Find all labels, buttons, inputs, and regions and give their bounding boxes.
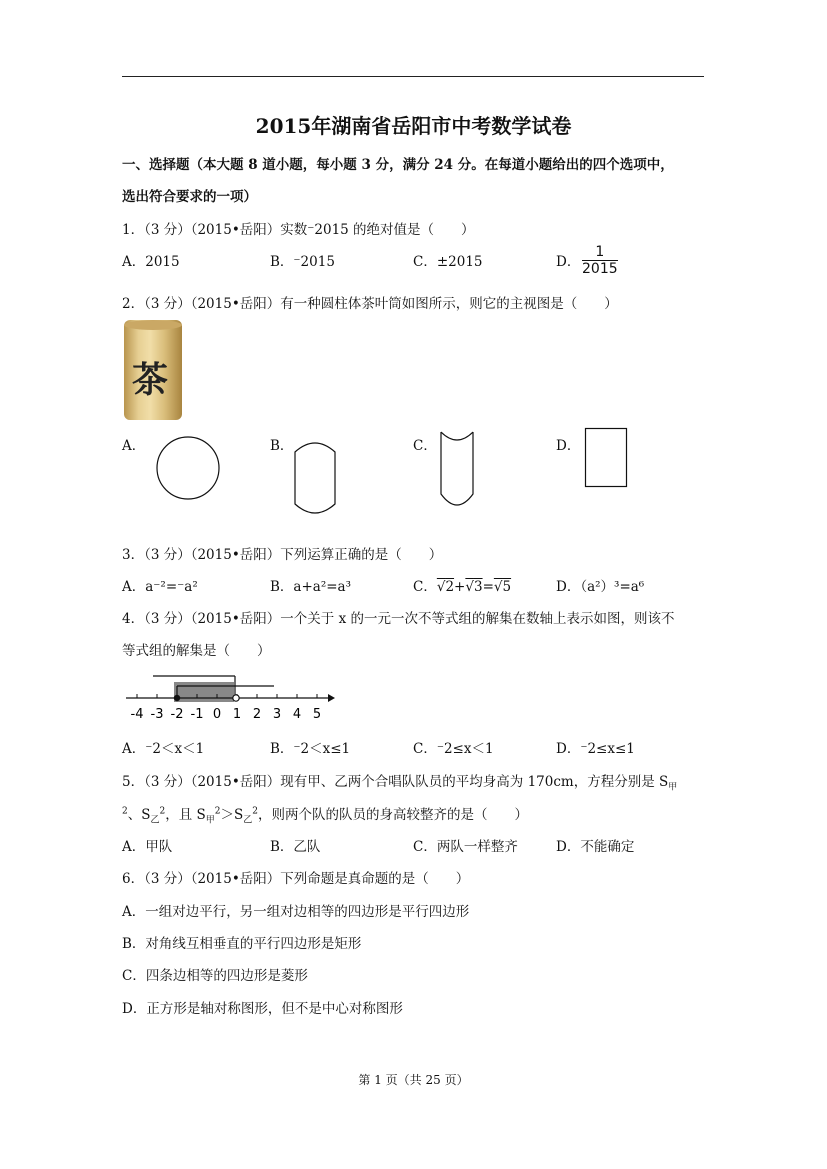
q5-s: 、S bbox=[127, 807, 151, 823]
number-line-tick-label: 2 bbox=[252, 707, 262, 722]
q6-option-a: A．一组对边平行，另一组对边相等的四边形是平行四边形 bbox=[122, 904, 470, 920]
q3-option-a-label: A． bbox=[122, 579, 146, 595]
q5-option-b: B．乙队 bbox=[270, 839, 321, 855]
sqrt-2: 2 bbox=[445, 579, 455, 595]
number-line-shade bbox=[174, 682, 234, 702]
q4-option-b: B．⁻2＜x≤1 bbox=[270, 741, 351, 757]
sup-2: 2 bbox=[214, 806, 221, 817]
tea-canister-rim bbox=[124, 320, 182, 330]
open-dot bbox=[233, 695, 239, 701]
q3-option-d: D．（a²）³=a⁶ bbox=[556, 579, 645, 595]
q3-option-c-label: C． bbox=[413, 579, 437, 595]
fraction-denominator: 2015 bbox=[582, 261, 618, 277]
q5-option-a: A．甲队 bbox=[122, 839, 173, 855]
q5-gt: ＞S bbox=[220, 807, 244, 823]
q2-figure-rectangle bbox=[584, 427, 630, 489]
q3-stem: 3．（3 分）（2015•岳阳）下列运算正确的是（ ） bbox=[122, 547, 443, 563]
number-line-tick-label: -4 bbox=[130, 707, 144, 722]
q1-option-d-fraction bbox=[582, 244, 618, 277]
q2-option-c: C． bbox=[413, 438, 437, 454]
page-title: 2015年湖南省岳阳市中考数学试卷 bbox=[255, 114, 572, 138]
number-line-tick-label: -3 bbox=[150, 707, 164, 722]
q6-option-c: C．四条边相等的四边形是菱形 bbox=[122, 968, 308, 984]
q5-option-c: C．两队一样整齐 bbox=[413, 839, 518, 855]
q2-option-b: B． bbox=[270, 438, 294, 454]
tea-character: 茶 bbox=[132, 359, 169, 401]
section-heading-line1: 一、选择题（本大题 8 道小题，每小题 3 分，满分 24 分。在每道小题给出的四个选项中， bbox=[122, 157, 674, 173]
number-line-figure bbox=[122, 668, 342, 726]
q5-stem-text: 5．（3 分）（2015•岳阳）现有甲、乙两个合唱队队员的平均身高为 170cm，方程分别是 S bbox=[122, 774, 669, 790]
q3-option-b: B．a+a²=a³ bbox=[270, 579, 352, 595]
closed-dot bbox=[174, 695, 180, 701]
sup-2: 2 bbox=[122, 806, 128, 817]
sqrt-5: 5 bbox=[502, 579, 512, 595]
q2-option-d: D． bbox=[556, 438, 581, 454]
fraction-numerator: 1 bbox=[582, 244, 618, 261]
number-line-tick-label: 5 bbox=[312, 707, 322, 722]
sub-yi: 乙 bbox=[150, 815, 160, 826]
q1-stem: 1．（3 分）（2015•岳阳）实数⁻2015 的绝对值是（ ） bbox=[122, 222, 475, 238]
q5-stem-line1 bbox=[122, 770, 678, 793]
sub-yi: 乙 bbox=[243, 815, 253, 826]
number-line-tick-label: 0 bbox=[212, 707, 222, 722]
section-heading-line2: 选出符合要求的一项） bbox=[122, 189, 257, 205]
number-line-tick-label: 4 bbox=[292, 707, 302, 722]
page-footer: 第 1 页（共 25 页） bbox=[358, 1073, 469, 1087]
tea-canister-image bbox=[124, 320, 182, 420]
q6-option-b: B．对角线互相垂直的平行四边形是矩形 bbox=[122, 936, 362, 952]
q3-option-c: C．√2+√3=√5 bbox=[413, 579, 512, 595]
q5-stem-line2 bbox=[122, 803, 529, 826]
q5-tail: ，则两个队的队员的身高较整齐的是（ ） bbox=[258, 807, 529, 823]
q2-figure-u-shape bbox=[434, 430, 480, 516]
q4-option-a: A．⁻2＜x＜1 bbox=[122, 741, 205, 757]
number-line-tick-label: -2 bbox=[170, 707, 184, 722]
q6-stem: 6．（3 分）（2015•岳阳）下列命题是真命题的是（ ） bbox=[122, 871, 470, 887]
sub-jia: 甲 bbox=[668, 782, 678, 793]
q3-option-a bbox=[122, 575, 198, 595]
q5-option-d: D．不能确定 bbox=[556, 839, 635, 855]
q2-figure-capsule bbox=[290, 430, 340, 526]
q1-option-b: B．⁻2015 bbox=[270, 254, 335, 270]
q1-option-c: C．±2015 bbox=[413, 254, 483, 270]
q1-option-d-label: D． bbox=[556, 254, 581, 270]
q6-option-d: D．正方形是轴对称图形，但不是中心对称图形 bbox=[122, 1001, 403, 1017]
q2-option-a: A． bbox=[122, 438, 146, 454]
sup-2: 2 bbox=[159, 806, 166, 817]
sup-2: 2 bbox=[252, 806, 259, 817]
sub-jia: 甲 bbox=[205, 815, 215, 826]
q2-figure-circle bbox=[150, 436, 230, 502]
q1-option-a: A．2015 bbox=[122, 254, 180, 270]
q4-stem-line2: 等式组的解集是（ ） bbox=[122, 643, 271, 659]
number-line-tick-label: -1 bbox=[190, 707, 204, 722]
number-line-tick-label: 3 bbox=[272, 707, 282, 722]
sqrt-3: 3 bbox=[473, 579, 483, 595]
q4-option-d: D．⁻2≤x≤1 bbox=[556, 741, 635, 757]
q4-stem-line1: 4．（3 分）（2015•岳阳）一个关于 x 的一元一次不等式组的解集在数轴上表示如图，则该不 bbox=[122, 611, 675, 627]
q5-mid: ，且 S bbox=[165, 807, 206, 823]
q2-stem: 2．（3 分）（2015•岳阳）有一种圆柱体茶叶筒如图所示，则它的主视图是（ ） bbox=[122, 296, 618, 312]
number-line-tick-label: 1 bbox=[232, 707, 242, 722]
q4-option-c: C．⁻2≤x＜1 bbox=[413, 741, 494, 757]
header-rule bbox=[122, 76, 704, 77]
q3-option-a-expr: a⁻²=⁻a² bbox=[145, 579, 198, 595]
